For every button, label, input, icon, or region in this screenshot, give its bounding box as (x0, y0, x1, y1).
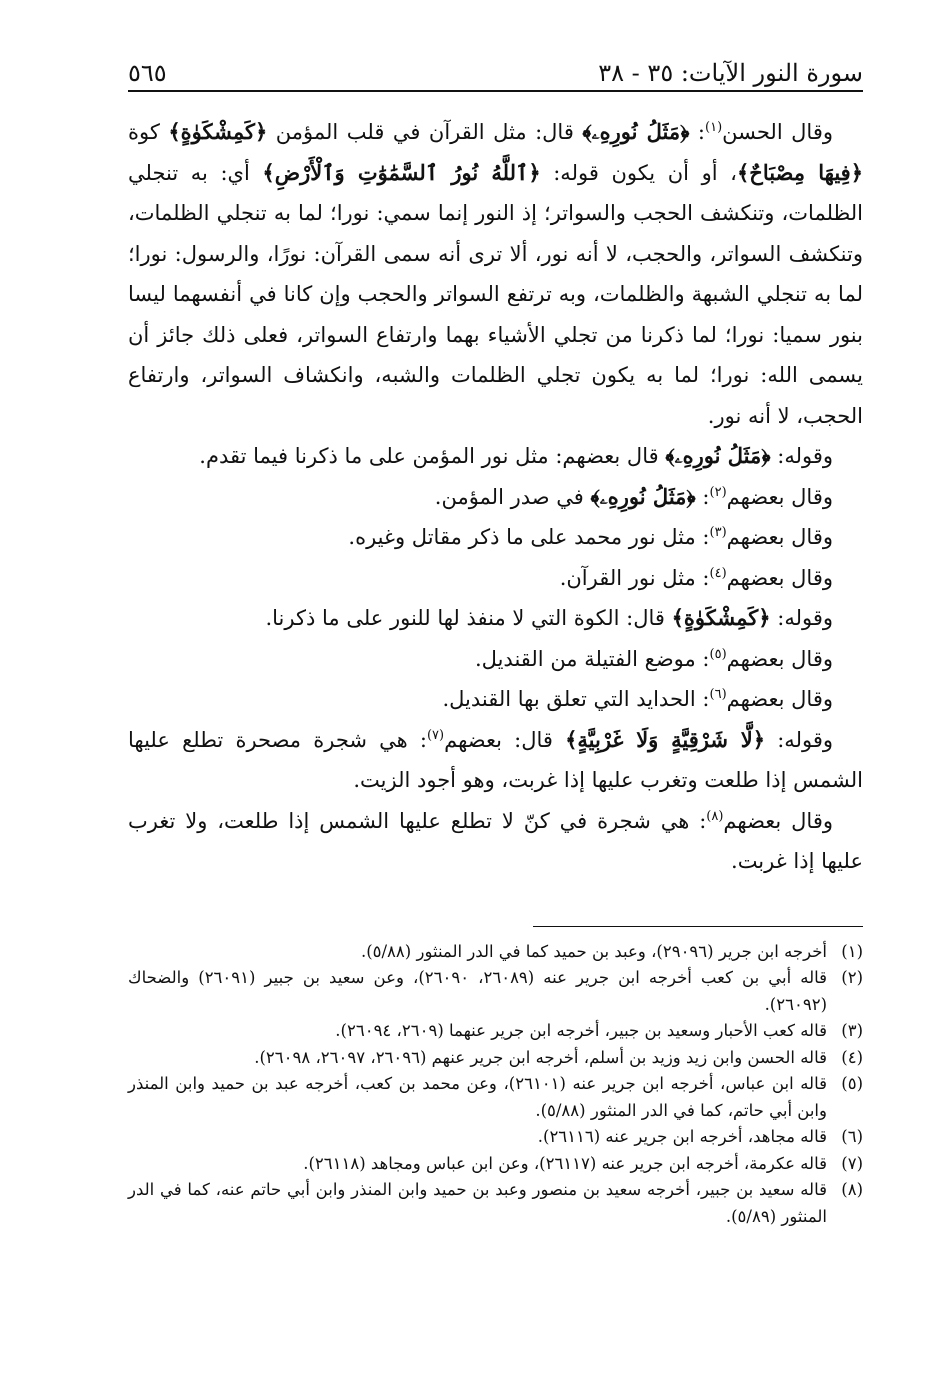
text-run: : الحدايد التي تعلق بها القنديل. (442, 687, 710, 711)
text-run: وقوله: (765, 727, 833, 752)
quran-bracket-open: ﴿ (758, 605, 771, 630)
paragraph-1 (128, 112, 863, 436)
paragraph-7 (128, 639, 863, 680)
quran-bracket-close: ﴾ (168, 119, 181, 144)
text-run: قال: الكوة التي لا منفذ لها للنور على ما ذكرنا. (265, 606, 672, 630)
text-run: : (695, 484, 710, 509)
quran-quote: مَثَلُ نُورِهِۦ (591, 119, 681, 144)
quran-bracket-open: ﴿ (686, 483, 696, 509)
text-run: : هي شجرة في كنّ لا تطلع عليها الشمس إذا طلعت، ولا تغرب عليها إذا غربت. (128, 808, 863, 873)
quran-quote: كَمِشْكَوٰةٍ (180, 119, 255, 144)
footnote-separator (533, 926, 863, 927)
footnote-text: قاله كعب الأحبار وسعيد بن جبير، أخرجه ابن جرير عنهما (٢٦٠٩، ٢٦٠٩٤). (335, 1021, 827, 1040)
main-text (128, 112, 863, 882)
text-run: وقال بعضهم (726, 646, 833, 671)
text-run: وقال بعضهم (726, 525, 833, 549)
footnote-item (128, 1018, 863, 1045)
text-run: كوة (128, 120, 169, 144)
footnote-number: (٤) (841, 1047, 863, 1067)
quran-bracket-open: ﴿ (752, 726, 766, 752)
text-run: قال: مثل القرآن في قلب المؤمن (267, 120, 583, 144)
text-run: وقال بعضهم (723, 808, 833, 833)
quran-bracket-open: ﴿ (850, 159, 864, 185)
quran-bracket-open: ﴿ (680, 119, 690, 144)
footnote-ref-3[interactable]: (٣) (709, 525, 727, 540)
footnote-item (128, 1124, 863, 1151)
footnote-text: قاله عكرمة، أخرجه ابن جرير عنه (٢٦١١٧)، وعن ابن عباس ومجاهد (٢٦١١٨). (303, 1153, 827, 1173)
header-rule (128, 90, 863, 92)
quran-bracket-close: ﴾ (262, 159, 275, 185)
quran-bracket-close: ﴾ (665, 443, 675, 468)
quran-bracket-close: ﴾ (590, 483, 600, 509)
footnote-item (128, 965, 863, 1018)
footnote-number: (٢) (841, 968, 863, 987)
footnote-ref-1[interactable]: (١) (705, 120, 723, 135)
footnote-text: قاله ابن عباس، أخرجه ابن جرير عنه (٢٦١٠١)، وعن محمد بن كعب، أخرجه عبد بن حميد وابن المنذر وابن أبي حاتم، كما في الدر المنثور (٥/٨٨). (128, 1074, 827, 1120)
paragraph-8 (128, 679, 863, 720)
footnote-ref-2[interactable]: (٢) (709, 484, 727, 500)
footnote-number: (٣) (841, 1021, 863, 1040)
text-run: قال: بعضهم (444, 727, 566, 752)
text-run: : مثل نور القرآن. (559, 565, 710, 590)
text-run: وقال بعضهم (726, 687, 833, 711)
footnote-number: (١) (841, 941, 863, 961)
footnote-number: (٧) (841, 1153, 863, 1173)
paragraph-4 (128, 517, 863, 558)
quran-bracket-open: ﴿ (528, 159, 541, 185)
page-number: ٥٦٥ (128, 59, 167, 88)
surah-title: سورة النور الآيات: ٣٥ - ٣٨ (598, 59, 863, 88)
text-run: ، أو أن يكون قوله: (540, 160, 737, 185)
footnote-ref-5[interactable]: (٥) (709, 646, 727, 662)
paragraph-5 (128, 558, 863, 599)
running-head (128, 50, 863, 88)
text-run: : (689, 120, 706, 144)
footnote-number: (٨) (841, 1180, 863, 1199)
paragraph-3 (128, 477, 863, 518)
quran-quote: ٱللَّهُ نُورُ ٱلسَّمَٰوَٰتِ وَٱلْأَرْضِ (274, 159, 529, 185)
footnote-ref-8[interactable]: (٨) (706, 808, 724, 824)
footnote-item (128, 1151, 863, 1178)
text-run: أي: به تنجلي الظلمات، وتنكشف الحجب والسواتر؛ إذ النور إنما سمي: نورا؛ لما به تنجلي الظلمات، وتنكشف السواتر، والحجب، لا أنه نور، ألا ترى أنه سمى القرآن: نورًا، والرسول: نورا؛ لما به تنجلي الشبهة والظلمات، وبه ترتفع السواتر والحجب وإن كانا في أنفسهما ليسا بنور سميا: نورا؛ لما ذكرنا من تجلي الأشياء بهما وارتفاع السواتر، فعلى ذلك جائز أن يسمى الله: نورا؛ لما به يكون تجلي الظلمات والشبه، وانكشاف السواتر، وارتفاع الحجب، لا أنه نور. (128, 160, 863, 428)
text-run: وقال بعضهم (726, 565, 833, 590)
quran-bracket-close: ﴾ (565, 726, 578, 752)
footnote-ref-6[interactable]: (٦) (709, 687, 727, 702)
text-run: في صدر المؤمن. (434, 484, 591, 509)
footnote-item (128, 939, 863, 966)
quran-quote: مَثَلُ نُورِهِۦ (674, 443, 762, 468)
footnote-item (128, 1177, 863, 1230)
quran-quote: كَمِشْكَوٰةٍ (683, 605, 759, 630)
footnote-text: قاله مجاهد، أخرجه ابن جرير عنه (٢٦١١٦). (537, 1127, 827, 1146)
footnote-number: (٦) (841, 1127, 863, 1146)
text-run: وقوله: (770, 606, 833, 630)
quran-quote: مَثَلُ نُورِهِۦ (599, 483, 687, 509)
text-run: وقال بعضهم (726, 484, 833, 509)
quran-quote: لَّا شَرْقِيَّةٍ وَلَا غَرْبِيَّةٍ (577, 726, 753, 752)
paragraph-6 (128, 598, 863, 639)
text-run: : هي شجرة مصحرة تطلع عليها الشمس إذا طلعت وتغرب عليها إذا غربت، وهو أجود الزيت. (128, 727, 863, 792)
text-run: : موضع الفتيلة من القنديل. (475, 646, 710, 671)
quran-bracket-open: ﴿ (255, 119, 268, 144)
text-run: قال بعضهم: مثل نور المؤمن على ما ذكرنا فيما تقدم. (199, 444, 666, 468)
footnote-ref-4[interactable]: (٤) (709, 565, 727, 581)
paragraph-2 (128, 436, 863, 477)
quran-bracket-open: ﴿ (761, 443, 771, 468)
text-run: وقوله: (770, 444, 833, 468)
footnote-number: (٥) (841, 1074, 863, 1093)
page (128, 50, 863, 1230)
footnotes (128, 939, 863, 1231)
footnote-item (128, 1045, 863, 1072)
footnote-text: قاله سعيد بن جبير، أخرجه سعيد بن منصور وعبد بن حميد وابن المنذر وابن أبي حاتم عنه، كما في الدر المنثور (٥/٨٩). (128, 1180, 827, 1226)
paragraph-10 (128, 801, 863, 882)
text-run: : مثل نور محمد على ما ذكر مقاتل وغيره. (348, 525, 710, 549)
text-run: وقال الحسن (722, 120, 833, 144)
footnote-ref-7[interactable]: (٧) (426, 727, 445, 743)
quran-bracket-close: ﴾ (671, 605, 684, 630)
footnote-text: أخرجه ابن جرير (٢٩٠٩٦)، وعبد بن حميد كما في الدر المنثور (٥/٨٨). (360, 941, 827, 961)
footnote-text: قاله أبي بن كعب أخرجه ابن جرير عنه (٢٦٠٨٩، ٢٦٠٩٠)، وعن سعيد بن جبير (٢٦٠٩١) والضحاك (٢٦٠٩٢). (128, 968, 828, 1014)
paragraph-9 (128, 720, 863, 801)
quran-bracket-close: ﴾ (582, 119, 592, 144)
footnote-text: قاله الحسن وابن زيد وزيد بن أسلم، أخرجه ابن جرير عنهم (٢٦٠٩٦، ٢٦٠٩٧، ٢٦٠٩٨). (254, 1047, 827, 1067)
footnote-item (128, 1071, 863, 1124)
quran-bracket-close: ﴾ (736, 159, 750, 185)
quran-quote: فِيهَا مِصْبَاحٌ (749, 159, 851, 185)
